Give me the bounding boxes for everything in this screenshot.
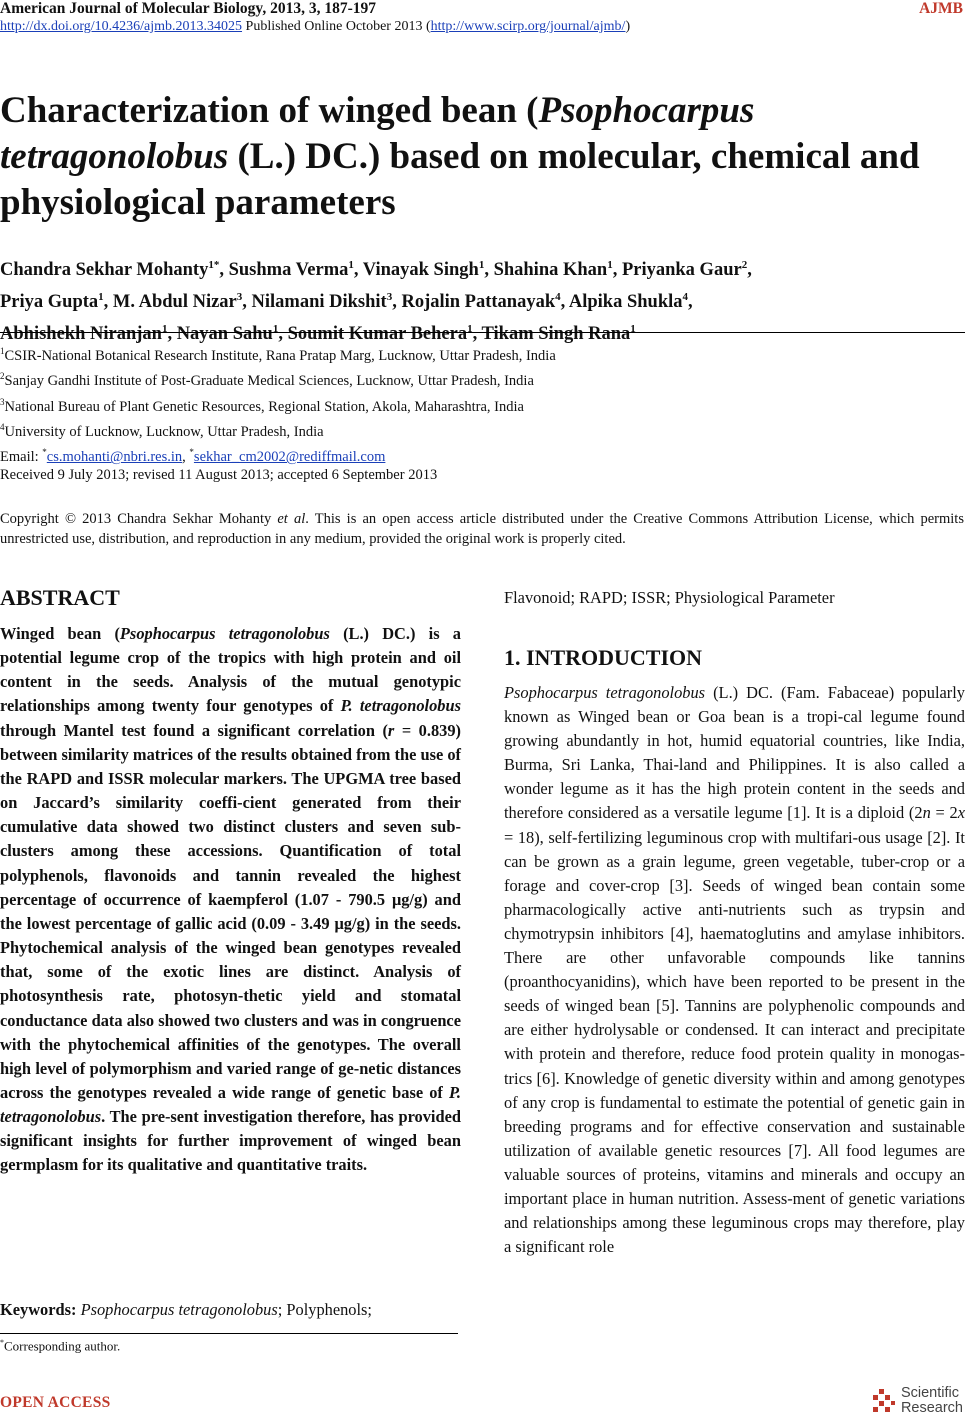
author-affiliation-marker: 2 [741, 259, 748, 271]
author-name: Nayan Sahu [176, 324, 273, 345]
author-name: Chandra Sekhar Mohanty [0, 260, 209, 281]
affiliations [0, 341, 960, 468]
author-name: Alpika Shukla [568, 292, 683, 313]
email-line: Email: *cs.mohanti@nbri.res.in, *sekhar_cm2002@rediffmail.com [0, 447, 386, 466]
journal-link[interactable]: http://www.scirp.org/journal/ajmb/ [430, 19, 626, 34]
author-name: Abhishekh Niranjan [0, 324, 162, 345]
author-name: Tikam Singh Rana [481, 324, 631, 345]
author-list: Chandra Sekhar Mohanty$^{1*}$, Sushma Verma$^1$, Vinayak Singh$^1$, Shahina Khan$^1$, Priyanka Gaur$^2$, Priya Gupta$^1$, M. Abdul Nizar$^3$, Nilamani Dikshit$^3$, Rojalin Pattanayak$^4$, Alpika Shukla$^4$, Abhishekh Niranjan$^1$, Nayan Sahu$^1$, Soumit Kumar Behera$^1$, Tikam Singh Rana$^1$ [0, 259, 752, 345]
introduction-heading: 1. INTRODUCTION [504, 645, 703, 670]
author-affiliation-marker: 3 [386, 291, 393, 304]
affiliation-item: $^1$CSIR-National Botanical Research Institute, Rana Pratap Marg, Lucknow, Uttar Pradesh, India [0, 346, 556, 364]
author-affiliation-marker: 1* [208, 259, 220, 271]
journal-header [0, 0, 967, 18]
logo-line-2: Research [900, 1400, 963, 1416]
email-link-2[interactable]: sekhar_cm2002@rediffmail.com [193, 449, 386, 466]
author-affiliation-marker: 1 [272, 323, 279, 336]
open-access-label: OPEN ACCESS [0, 1394, 111, 1411]
paper-title: Characterization of winged bean (Psophocarpus tetragonolobus (L.) DC.) based on molecular, chemical and physiological parameters [0, 90, 920, 223]
abstract-body: Winged bean (Psophocarpus tetragonolobus (L.) DC.) is a potential legume crop of the tropics with high protein and oil content in the seeds. Analysis of the mutual genotypic relationships among twenty four genotypes of P. tetragonolobus through Mantel test found a significant correlation (r = 0.839) between similarity matrices of the results obtained from the use of the RAPD and ISSR molecular markers. The UPGMA tree based on Jaccard’s similarity coeffi-cient generated from their cumulative data showed two distinct clusters and seven sub-clusters among these accessions. Quantification of total polyphenols, flavonoids and tannin revealed the highest percentage of occurrence of kaempferol (1.07 - 790.5 μg/g) and the lowest percentage of gallic acid (0.09 - 3.49 μg/g) in the seeds. Phytochemical analysis of the winged bean genotypes revealed that, some of the exotic lines are distinct. Analysis of photosynthesis rate, photosyn-thetic yield and stomatal conductance data also showed two clusters and was in congruence with the phytochemical affinities of the genotypes. The overall high level of polymorphism and varied range of ge-netic distances across the genotypes revealed a wide range of genetic base of P. tetragonolobus. The pre-sent investigation therefore, has provided significant insights for further improvement of winged bean germplasm for its qualitative and quantitative traits. [0, 624, 461, 1175]
email-link-1[interactable]: cs.mohanti@nbri.res.in [46, 449, 183, 466]
author-name: Priyanka Gaur [621, 260, 742, 281]
author-affiliation-marker: 1 [630, 323, 636, 336]
author-name: Shahina Khan [493, 260, 608, 281]
published-close: ) [625, 19, 631, 34]
keywords-continuation: Flavonoid; RAPD; ISSR; Physiological Parameter [504, 588, 835, 607]
author-name: Nilamani Dikshit [251, 292, 387, 313]
scientific-research-logo-icon [869, 1387, 897, 1415]
footnote-rule [0, 1333, 458, 1334]
received-dates: Received 9 July 2013; revised 11 August 2013; accepted 6 September 2013 [0, 467, 438, 483]
copyright-notice: Copyright © 2013 Chandra Sekhar Mohanty et al. This is an open access article distributed under the Creative Commons Attribution License, which permits unrestricted use, distribution, and reproduction in any medium, provided the original work is properly cited. [0, 511, 964, 547]
doi-line [0, 19, 630, 35]
author-name: Sushma Verma [228, 260, 349, 281]
author-name: Soumit Kumar Behera [287, 324, 468, 345]
footnote: *Corresponding author. [0, 1338, 121, 1354]
author-name: M. Abdul Nizar [112, 292, 237, 313]
introduction-body: Psophocarpus tetragonolobus (L.) DC. (Fam. Fabaceae) popularly known as Winged bean or Goa bean is a tropi-cal legume found growing abundantly in hot, humid equatorial countries, like India, Burma, Sri Lanka, Thai-land and Philippines. It is also called a wonder legume as it has the high protein content in the seeds and therefore considered as a versatile legume [1]. It is a diploid (2n = 2x = 18), self-fertilizing leguminous crop with multifari-ous usage [2]. It can be grown as a grain legume, green vegetable, tuber-crop or a forage and cover-crop [3]. Seeds of winged bean contain some pharmacologically active anti-nutrients such as trypsin and chymotrypsin inhibitors [4], haematoglutins and amylase inhibitors. There are other unfavorable compounds like tannins (proanthocyanidins), which have been reported to be present in the seeds of winged bean [5]. Tannins are polyphenolic compounds and are either hydrolysable or condensed. It can interact and precipitate with protein and therefore, reduce food protein quality in monogas-trics [6]. Knowledge of genetic diversity within and among genotypes of any crop is fundamental to estimate the potential of genetic gain in breeding programs and for effective conservation and sustainable utilization of available genetic resources [7]. All food legumes are valuable sources of proteins, vitamins and minerals and occupy an important place in human nutrition. Assess-ment of genetic variations and relationships among these leguminous crops may therefore, play a significant role [504, 683, 965, 1257]
publisher-logo [869, 1386, 963, 1416]
author-affiliation-marker: 1 [467, 323, 473, 336]
author-name: Vinayak Singh [362, 260, 479, 281]
author-affiliation-marker: 1 [478, 259, 485, 271]
author-affiliation-marker: 1 [161, 323, 168, 336]
author-affiliation-marker: 1 [607, 259, 613, 271]
author-name: Priya Gupta [0, 292, 99, 313]
author-affiliation-marker: 1 [348, 259, 354, 271]
affiliation-item: $^4$University of Lucknow, Lucknow, Uttar Pradesh, India [0, 421, 324, 440]
author-affiliation-marker: 1 [98, 291, 104, 304]
published-text: Published Online October 2013 ( [242, 19, 431, 34]
title-species: Psophocarpus tetragonolobus [0, 90, 755, 177]
author-affiliation-marker: 4 [682, 291, 688, 304]
affiliation-item: $^3$National Bureau of Plant Genetic Resources, Regional Station, Akola, Maharashtra, India [0, 396, 524, 415]
abstract-heading: ABSTRACT [0, 585, 120, 610]
logo-line-1: Scientific [900, 1385, 959, 1401]
author-name: Rojalin Pattanayak [401, 292, 556, 313]
journal-abbreviation: AJMB [919, 0, 963, 17]
affiliation-item: $^2$Sanjay Gandhi Institute of Post-Graduate Medical Sciences, Lucknow, Uttar Pradesh, India [0, 371, 534, 390]
journal-citation: American Journal of Molecular Biology, 2013, 3, 187-197 [0, 0, 376, 17]
keywords: Keywords: Psophocarpus tetragonolobus; Polyphenols; [0, 1300, 372, 1319]
header-rule [0, 332, 965, 333]
doi-link[interactable]: http://dx.doi.org/10.4236/ajmb.2013.34025 [0, 19, 243, 34]
author-affiliation-marker: 3 [236, 291, 243, 304]
author-affiliation-marker: 4 [555, 291, 561, 304]
